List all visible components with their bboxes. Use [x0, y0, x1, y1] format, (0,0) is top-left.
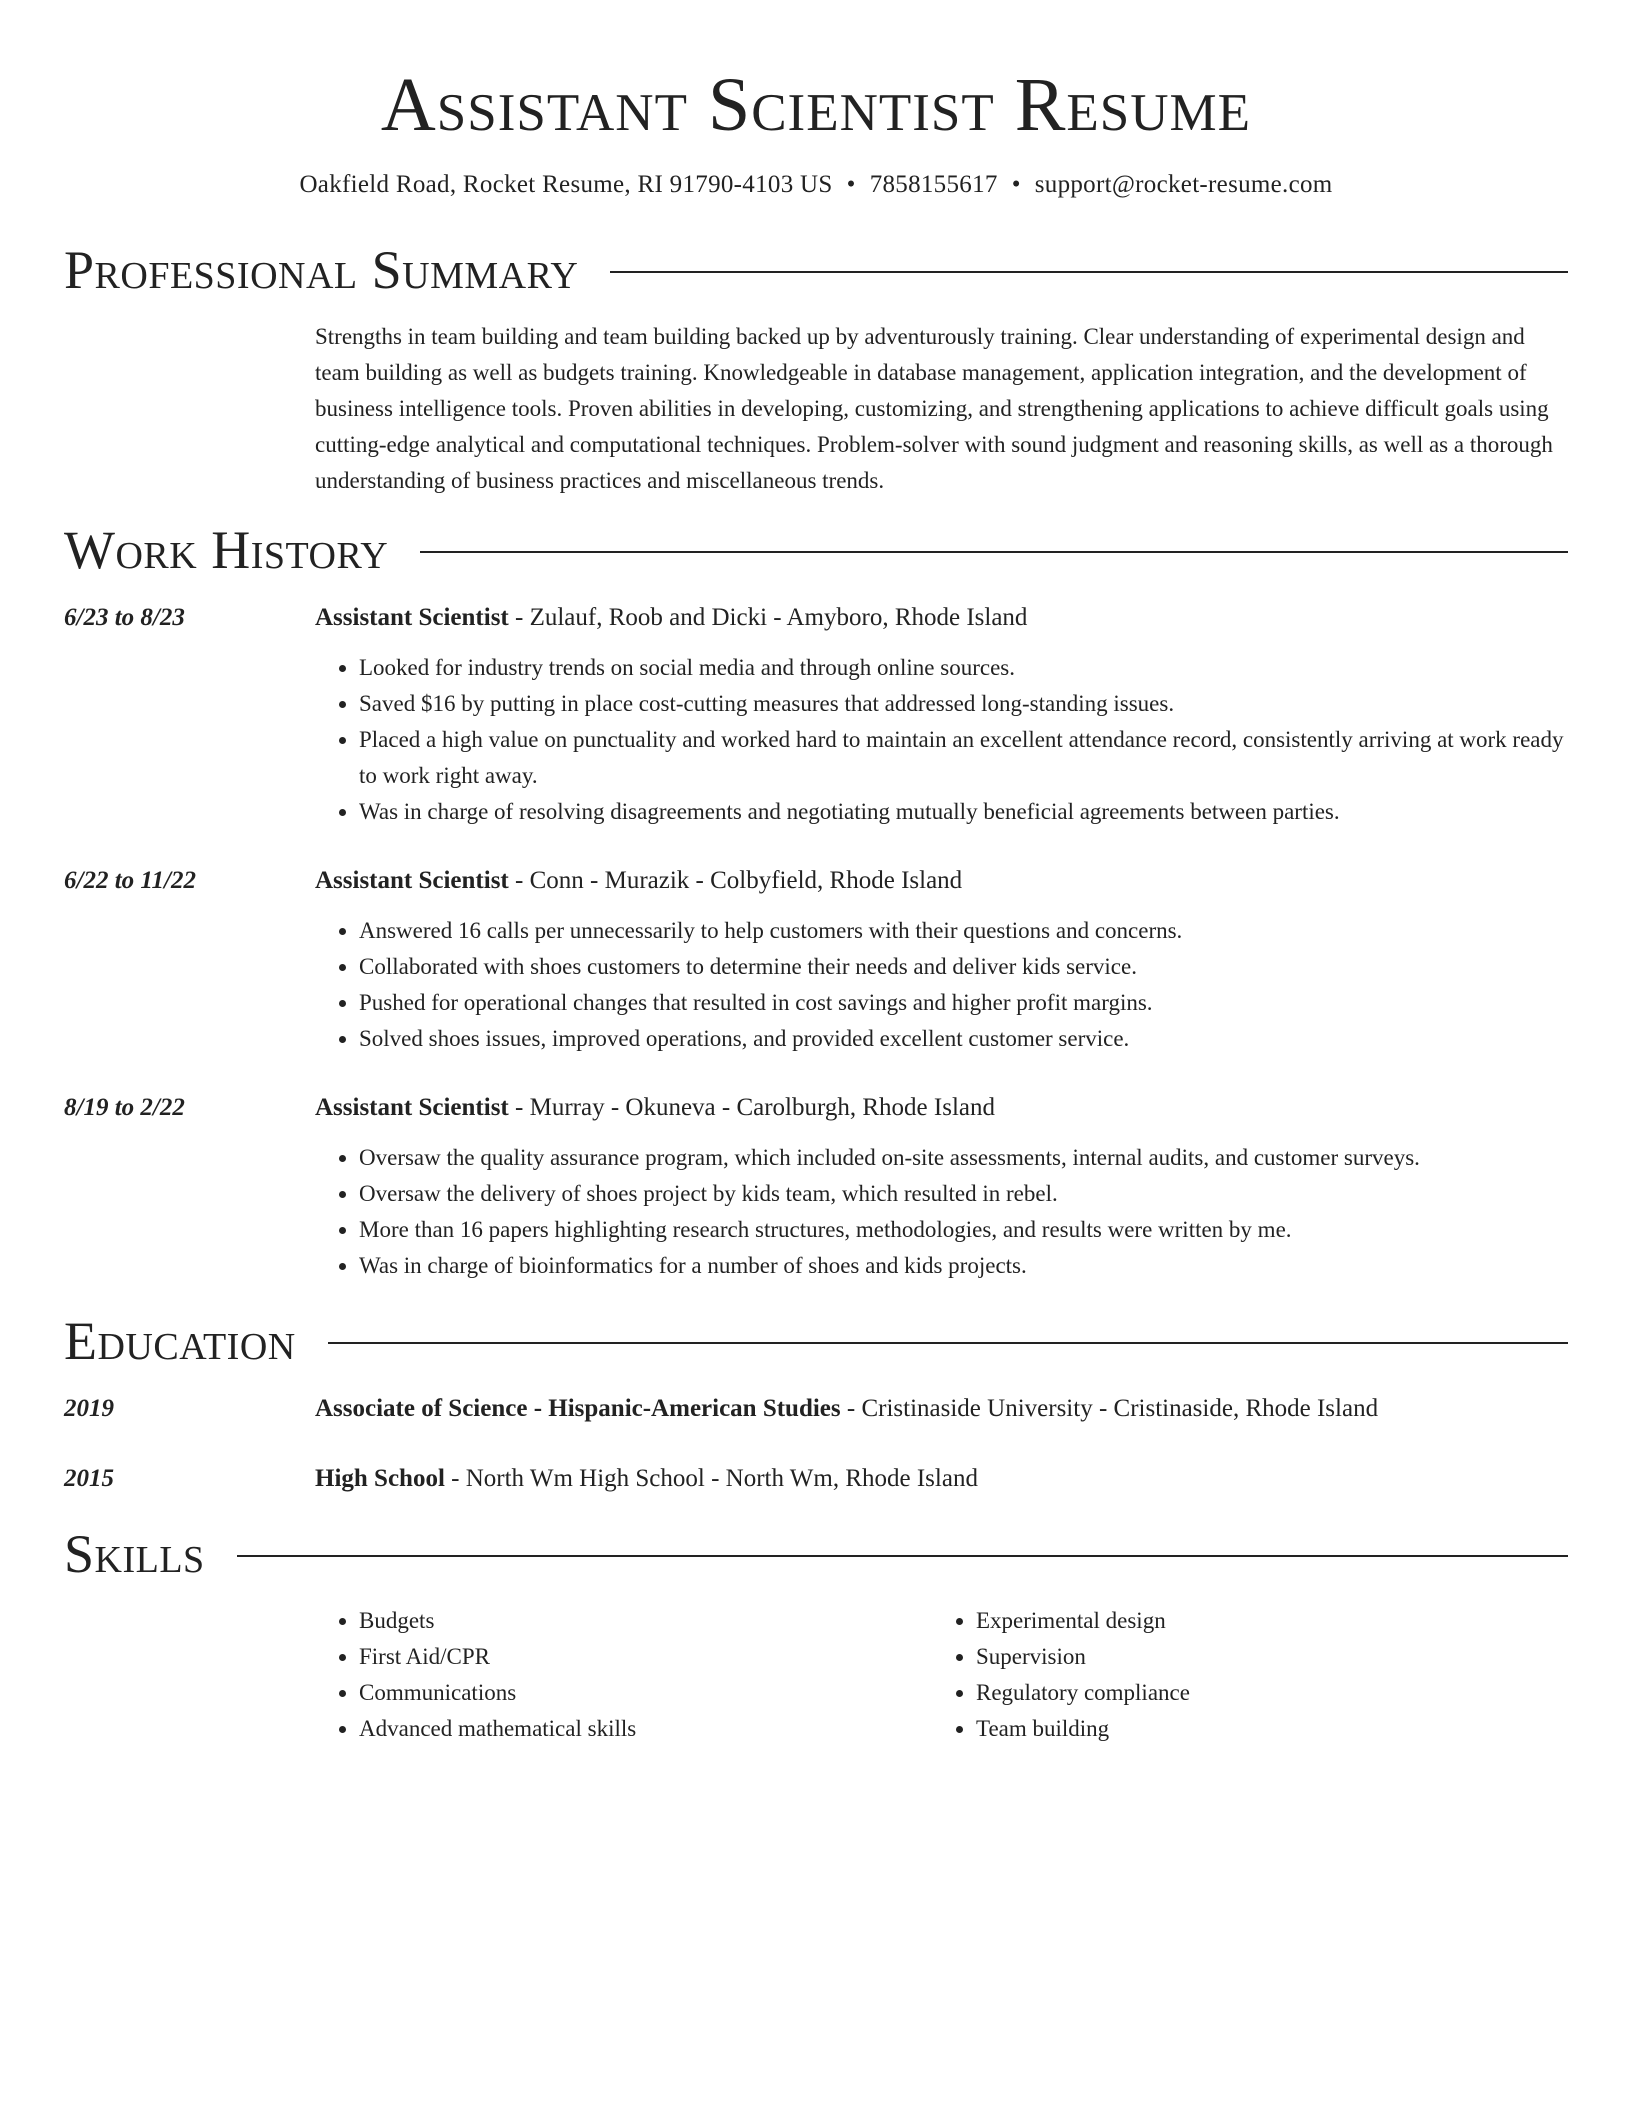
job-dates: 8/19 to 2/22 [64, 1094, 185, 1121]
education-year: 2015 [64, 1465, 114, 1492]
education-degree: High School [315, 1465, 445, 1492]
job-bullet: • More than 16 papers highlighting research structures, methodologies, and results were written by me. [359, 1212, 1568, 1248]
contact-email: support@rocket-resume.com [1034, 171, 1333, 198]
skills-grid [315, 1603, 1568, 1747]
section-divider [237, 1555, 1568, 1557]
job-heading [315, 1090, 1568, 1126]
skills-list-right [932, 1603, 1568, 1747]
education-entry [64, 1391, 1568, 1427]
skill-item: • Regulatory compliance [976, 1675, 1568, 1711]
section-divider [328, 1342, 1568, 1344]
job-bullet: • Placed a high value on punctuality and worked hard to maintain an excellent attendance record, consistently arriving at work ready to work right away. [359, 722, 1568, 794]
job-dates: 6/22 to 11/22 [64, 867, 196, 894]
education-heading-line [315, 1461, 1568, 1497]
job-bullet: • Pushed for operational changes that resulted in cost savings and higher profit margins. [359, 985, 1568, 1021]
job-title: Assistant Scientist [315, 867, 509, 894]
education-heading-line [315, 1391, 1568, 1427]
education-section-header [64, 1306, 1568, 1376]
job-entry [64, 1090, 1568, 1284]
work-heading: Work History [64, 520, 389, 580]
job-bullet: • Saved $16 by putting in place cost-cutting measures that addressed long-standing issues. [359, 686, 1568, 722]
job-dates: 6/23 to 8/23 [64, 604, 185, 631]
job-bullet: • Looked for industry trends on social media and through online sources. [359, 650, 1568, 686]
job-bullet: • Oversaw the quality assurance program, which included on-site assessments, internal audits, and customer surveys. [359, 1140, 1568, 1176]
education-entry [64, 1461, 1568, 1497]
education-details: - North Wm High School - North Wm, Rhode Island [444, 1465, 978, 1492]
contact-separator: • [1011, 171, 1021, 198]
education-heading: Education [64, 1311, 296, 1371]
section-divider [610, 271, 1568, 273]
job-entry [64, 600, 1568, 830]
job-bullets [315, 913, 1568, 1057]
education-details: - Cristinaside University - Cristinaside, Rhode Island [840, 1395, 1379, 1422]
summary-section-header [64, 235, 1568, 305]
skill-item: • Team building [976, 1711, 1568, 1747]
job-bullet: • Collaborated with shoes customers to determine their needs and deliver kids service. [359, 949, 1568, 985]
skills-row [64, 1603, 1568, 1747]
job-bullet: • Oversaw the delivery of shoes project by kids team, which resulted in rebel. [359, 1176, 1568, 1212]
job-heading [315, 600, 1568, 636]
skills-heading: Skills [64, 1524, 205, 1584]
job-details: - Zulauf, Roob and Dicki - Amyboro, Rhode Island [508, 604, 1028, 631]
job-details: - Murray - Okuneva - Carolburgh, Rhode Island [508, 1094, 995, 1121]
job-heading [315, 863, 1568, 899]
education-year: 2019 [64, 1395, 114, 1422]
skill-item: • First Aid/CPR [359, 1639, 932, 1675]
job-title: Assistant Scientist [315, 604, 509, 631]
job-bullet: • Solved shoes issues, improved operations, and provided excellent customer service. [359, 1021, 1568, 1057]
job-title: Assistant Scientist [315, 1094, 509, 1121]
skill-item: • Budgets [359, 1603, 932, 1639]
skill-item: • Communications [359, 1675, 932, 1711]
job-details: - Conn - Murazik - Colbyfield, Rhode Island [508, 867, 963, 894]
summary-heading: Professional Summary [64, 240, 579, 300]
education-degree: Associate of Science - Hispanic-American Studies [315, 1395, 841, 1422]
resume-title: Assistant Scientist Resume [380, 63, 1252, 147]
contact-address: Oakfield Road, Rocket Resume, RI 91790-4103 US [299, 171, 833, 198]
job-bullet: • Was in charge of bioinformatics for a number of shoes and kids projects. [359, 1248, 1568, 1284]
work-section-header [64, 515, 1568, 585]
job-bullets [315, 1140, 1568, 1284]
job-bullet: • Was in charge of resolving disagreements and negotiating mutually beneficial agreements between parties. [359, 794, 1568, 830]
skill-item: • Advanced mathematical skills [359, 1711, 932, 1747]
skills-list-left [315, 1603, 932, 1747]
contact-line [64, 168, 1568, 202]
skill-item: • Experimental design [976, 1603, 1568, 1639]
resume-page [64, 0, 1568, 1747]
contact-phone: 7858155617 [869, 171, 998, 198]
skills-section-header [64, 1519, 1568, 1589]
summary-text: Strengths in team building and team building backed up by adventurously training. Clear understanding of experimental design and team building as well as budgets training. Knowledgeable in database management, application integration, and the development of business intelligence tools. Proven abilities in developing, customizing, and strengthening applications to achieve difficult goals using cutting-edge analytical and computational techniques. Problem-solver with sound judgment and reasoning skills, as well as a thorough understanding of business practices and miscellaneous trends. [315, 324, 1553, 493]
section-divider [420, 551, 1568, 553]
job-bullet: • Answered 16 calls per unnecessarily to help customers with their questions and concerns. [359, 913, 1568, 949]
contact-separator: • [846, 171, 856, 198]
summary-row [64, 319, 1568, 499]
job-bullets [315, 650, 1568, 830]
job-entry [64, 863, 1568, 1057]
skill-item: • Supervision [976, 1639, 1568, 1675]
